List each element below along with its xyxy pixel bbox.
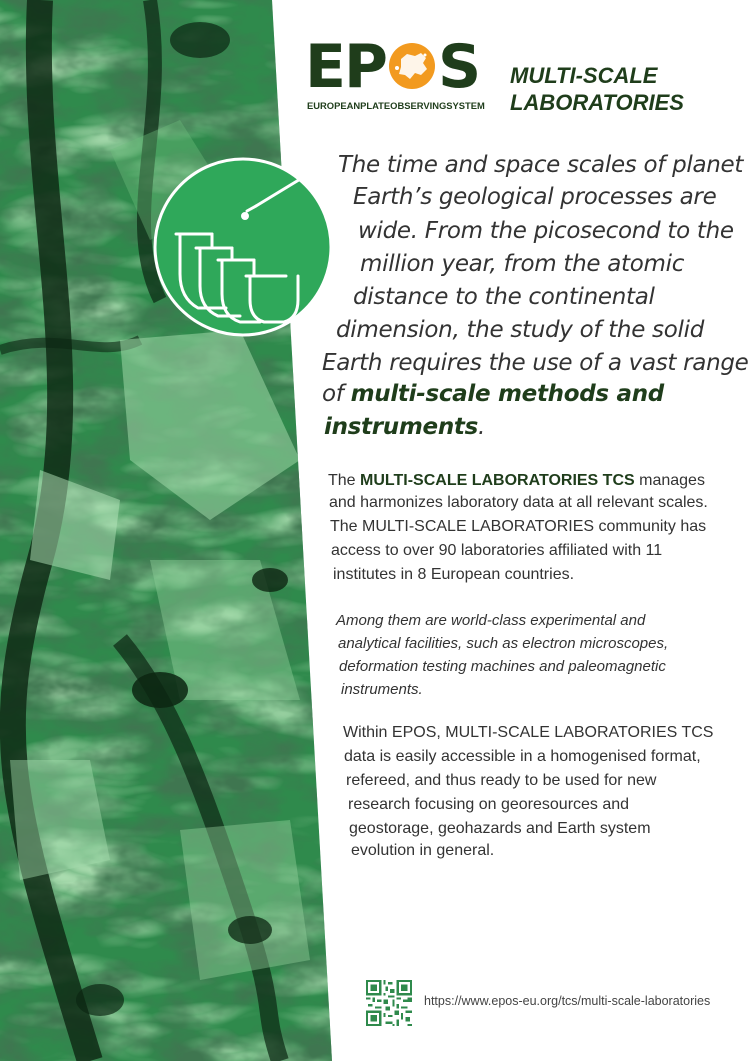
paragraph-line: deformation testing machines and paleomagnetic [339, 658, 666, 675]
paragraph-line: Within EPOS, MULTI-SCALE LABORATORIES TCS [343, 724, 714, 741]
lead-line: Earth requires the use of a vast range [322, 350, 749, 376]
qr-code-icon[interactable] [366, 980, 412, 1026]
lead-line: The time and space scales of planet [338, 152, 744, 178]
epos-wordmark: EP S [305, 32, 480, 102]
lead-line: instruments. [324, 414, 485, 440]
paragraph-line: research focusing on georesources and [348, 796, 630, 813]
laboratory-beakers-icon [152, 156, 334, 338]
title-line-2: LABORATORIES [510, 90, 684, 115]
paragraph-line: data is easily accessible in a homogenised format, [344, 748, 701, 765]
page-title [510, 62, 710, 116]
lead-line: of multi-scale methods and [322, 381, 664, 407]
paragraph-line: and harmonizes laboratory data at all relevant scales. [329, 494, 708, 511]
epos-tagline: EUROPEANPLATEOBSERVINGSYSTEM [307, 100, 485, 111]
footer-url-link[interactable]: https://www.epos-eu.org/tcs/multi-scale-laboratories [424, 994, 711, 1008]
paragraph-line: Among them are world-class experimental and [336, 612, 646, 629]
epos-logo [305, 32, 495, 116]
lead-line: Earth’s geological processes are [353, 184, 717, 210]
paragraph-line: institutes in 8 European countries. [333, 566, 575, 583]
paragraph-line: access to over 90 laboratories affiliated with 11 [331, 542, 663, 559]
paragraph-line: geostorage, geohazards and Earth system [349, 820, 651, 837]
title-line-1: MULTI-SCALE [510, 63, 658, 88]
paragraph-line: The MULTI-SCALE LABORATORIES community has [330, 518, 707, 535]
paragraph-line: instruments. [341, 681, 423, 698]
paragraph-line: evolution in general. [351, 842, 495, 859]
paragraph-line: The MULTI-SCALE LABORATORIES TCS manages [328, 472, 705, 489]
paragraph-line: refereed, and thus ready to be used for new [346, 772, 657, 789]
lead-line: wide. From the picosecond to the [358, 218, 734, 244]
europe-map-icon [387, 41, 437, 91]
lead-line: distance to the continental [353, 284, 655, 310]
lead-line: million year, from the atomic [360, 251, 685, 277]
lead-line: dimension, the study of the solid [336, 317, 704, 343]
paragraph-line: analytical facilities, such as electron microscopes, [338, 635, 669, 652]
